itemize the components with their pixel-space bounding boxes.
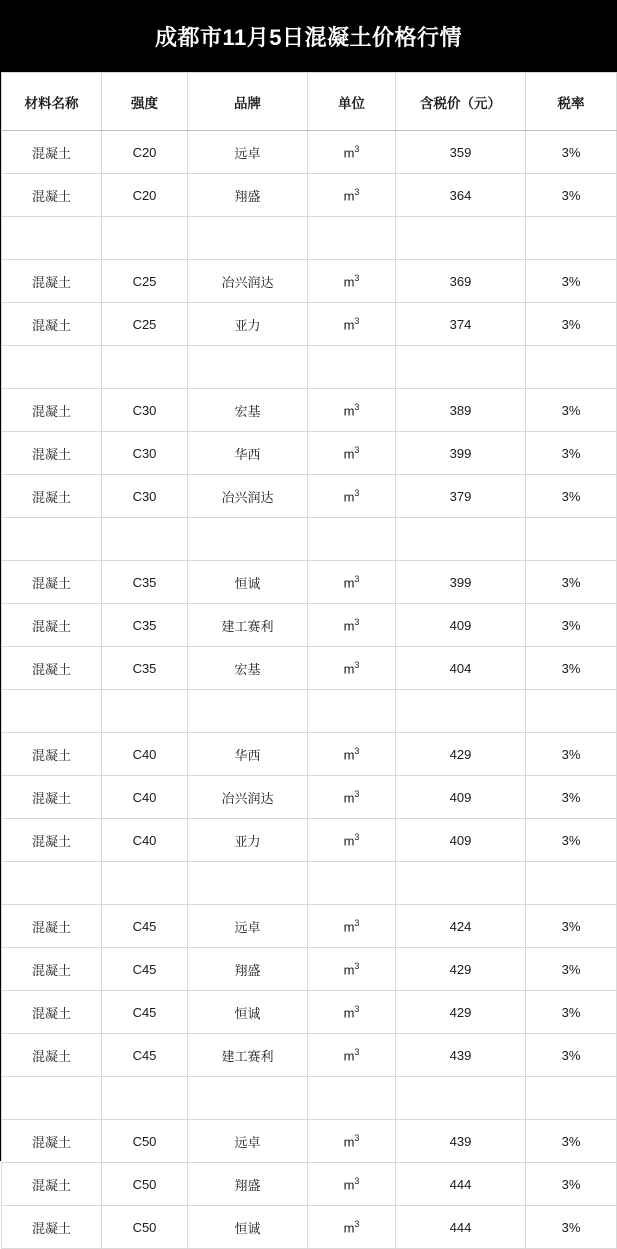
table-spacer-row — [2, 346, 617, 389]
cell-grade: C20 — [102, 174, 188, 217]
cell-grade: C45 — [102, 1034, 188, 1077]
unit-exponent: 3 — [354, 1132, 360, 1143]
cell-unit — [308, 1120, 396, 1163]
cell-unit — [308, 991, 396, 1034]
cell-tax-rate: 3% — [526, 1206, 617, 1249]
cell-unit — [308, 819, 396, 862]
unit-base: m — [343, 489, 355, 505]
cell-price: 409 — [396, 776, 526, 819]
spacer-cell — [526, 346, 617, 389]
column-header-material: 材料名称 — [2, 73, 102, 131]
spacer-cell — [308, 518, 396, 561]
spacer-cell — [526, 518, 617, 561]
table-spacer-row — [2, 518, 617, 561]
unit-exponent: 3 — [354, 831, 360, 842]
spacer-cell — [396, 217, 526, 260]
table-row — [2, 905, 617, 948]
unit-base: m — [343, 747, 355, 763]
spacer-cell — [526, 1077, 617, 1120]
cell-grade: C50 — [102, 1206, 188, 1249]
unit-exponent: 3 — [354, 272, 360, 283]
cell-grade: C40 — [102, 819, 188, 862]
unit-base: m — [343, 1220, 355, 1236]
table-row — [2, 303, 617, 346]
cell-tax-rate: 3% — [526, 604, 617, 647]
unit-exponent: 3 — [354, 960, 360, 971]
cell-grade: C35 — [102, 604, 188, 647]
table-row — [2, 174, 617, 217]
cell-price: 359 — [396, 131, 526, 174]
spacer-cell — [188, 862, 308, 905]
cell-tax-rate: 3% — [526, 432, 617, 475]
cell-tax-rate: 3% — [526, 303, 617, 346]
cell-brand: 翔盛 — [188, 948, 308, 991]
unit-base: m — [343, 1048, 355, 1064]
cell-unit — [308, 776, 396, 819]
unit-base: m — [343, 145, 355, 161]
spacer-cell — [2, 217, 102, 260]
spacer-cell — [526, 690, 617, 733]
unit-exponent: 3 — [354, 487, 360, 498]
table-body — [2, 131, 617, 1249]
table-spacer-row — [2, 690, 617, 733]
table-row — [2, 131, 617, 174]
unit-base: m — [343, 661, 355, 677]
unit-base: m — [343, 575, 355, 591]
spacer-cell — [102, 518, 188, 561]
spacer-cell — [102, 690, 188, 733]
spacer-cell — [396, 346, 526, 389]
spacer-cell — [308, 862, 396, 905]
table-row — [2, 260, 617, 303]
unit-exponent: 3 — [354, 745, 360, 756]
cell-price: 444 — [396, 1206, 526, 1249]
cell-tax-rate: 3% — [526, 819, 617, 862]
spacer-cell — [2, 518, 102, 561]
cell-tax-rate: 3% — [526, 1120, 617, 1163]
cell-grade: C30 — [102, 475, 188, 518]
unit-exponent: 3 — [354, 315, 360, 326]
cell-brand: 冶兴润达 — [188, 776, 308, 819]
cell-material-name: 混凝土 — [2, 991, 102, 1034]
page-title: 成都市11月5日混凝土价格行情 — [155, 24, 462, 50]
spacer-cell — [396, 518, 526, 561]
cell-price: 424 — [396, 905, 526, 948]
unit-exponent: 3 — [354, 788, 360, 799]
cell-material-name: 混凝土 — [2, 776, 102, 819]
cell-price: 439 — [396, 1120, 526, 1163]
unit-base: m — [343, 188, 355, 204]
cell-brand: 建工赛利 — [188, 604, 308, 647]
cell-grade: C50 — [102, 1120, 188, 1163]
unit-exponent: 3 — [354, 616, 360, 627]
cell-tax-rate: 3% — [526, 991, 617, 1034]
unit-base: m — [343, 833, 355, 849]
table-spacer-row — [2, 862, 617, 905]
table-row — [2, 647, 617, 690]
unit-base: m — [343, 790, 355, 806]
table-spacer-row — [2, 217, 617, 260]
column-header-unit: 单位 — [308, 73, 396, 131]
unit-base: m — [343, 618, 355, 634]
unit-exponent: 3 — [354, 401, 360, 412]
cell-tax-rate: 3% — [526, 733, 617, 776]
cell-unit — [308, 260, 396, 303]
cell-grade: C45 — [102, 991, 188, 1034]
cell-brand: 冶兴润达 — [188, 475, 308, 518]
unit-base: m — [343, 317, 355, 333]
table-row — [2, 1163, 617, 1206]
cell-unit — [308, 1206, 396, 1249]
cell-tax-rate: 3% — [526, 776, 617, 819]
unit-exponent: 3 — [354, 917, 360, 928]
cell-price: 374 — [396, 303, 526, 346]
table-row — [2, 733, 617, 776]
cell-tax-rate: 3% — [526, 1034, 617, 1077]
table-row — [2, 776, 617, 819]
cell-brand: 亚力 — [188, 303, 308, 346]
cell-tax-rate: 3% — [526, 905, 617, 948]
cell-tax-rate: 3% — [526, 647, 617, 690]
cell-price: 409 — [396, 604, 526, 647]
cell-brand: 亚力 — [188, 819, 308, 862]
cell-unit — [308, 733, 396, 776]
cell-price: 369 — [396, 260, 526, 303]
cell-unit — [308, 432, 396, 475]
table-row — [2, 389, 617, 432]
unit-exponent: 3 — [354, 1218, 360, 1229]
cell-brand: 华西 — [188, 432, 308, 475]
cell-tax-rate: 3% — [526, 561, 617, 604]
table-spacer-row — [2, 1077, 617, 1120]
table-header-row — [2, 73, 617, 131]
cell-material-name: 混凝土 — [2, 1163, 102, 1206]
spacer-cell — [2, 346, 102, 389]
unit-base: m — [343, 1134, 355, 1150]
cell-unit — [308, 561, 396, 604]
cell-grade: C20 — [102, 131, 188, 174]
column-header-price: 含税价（元） — [396, 73, 526, 131]
unit-exponent: 3 — [354, 1046, 360, 1057]
spacer-cell — [308, 217, 396, 260]
cell-brand: 宏基 — [188, 389, 308, 432]
column-header-grade: 强度 — [102, 73, 188, 131]
cell-material-name: 混凝土 — [2, 905, 102, 948]
cell-grade: C35 — [102, 561, 188, 604]
cell-brand: 恒诚 — [188, 1206, 308, 1249]
cell-material-name: 混凝土 — [2, 1034, 102, 1077]
cell-grade: C45 — [102, 948, 188, 991]
spacer-cell — [308, 690, 396, 733]
cell-price: 364 — [396, 174, 526, 217]
cell-brand: 翔盛 — [188, 1163, 308, 1206]
spacer-cell — [2, 862, 102, 905]
spacer-cell — [2, 690, 102, 733]
spacer-cell — [308, 346, 396, 389]
cell-material-name: 混凝土 — [2, 647, 102, 690]
cell-unit — [308, 604, 396, 647]
table-row — [2, 475, 617, 518]
cell-price: 444 — [396, 1163, 526, 1206]
cell-material-name: 混凝土 — [2, 604, 102, 647]
cell-material-name: 混凝土 — [2, 260, 102, 303]
cell-price: 379 — [396, 475, 526, 518]
table-row — [2, 1206, 617, 1249]
column-header-tax-rate: 税率 — [526, 73, 617, 131]
cell-tax-rate: 3% — [526, 131, 617, 174]
cell-material-name: 混凝土 — [2, 475, 102, 518]
spacer-cell — [396, 1077, 526, 1120]
unit-base: m — [343, 962, 355, 978]
cell-unit — [308, 1034, 396, 1077]
cell-brand: 华西 — [188, 733, 308, 776]
spacer-cell — [526, 862, 617, 905]
table-header — [2, 73, 617, 131]
unit-exponent: 3 — [354, 1003, 360, 1014]
unit-exponent: 3 — [354, 186, 360, 197]
cell-material-name: 混凝土 — [2, 1206, 102, 1249]
unit-exponent: 3 — [354, 444, 360, 455]
spacer-cell — [188, 518, 308, 561]
unit-exponent: 3 — [354, 659, 360, 670]
spacer-cell — [102, 1077, 188, 1120]
cell-unit — [308, 389, 396, 432]
spacer-cell — [188, 690, 308, 733]
cell-material-name: 混凝土 — [2, 819, 102, 862]
unit-exponent: 3 — [354, 573, 360, 584]
cell-price: 399 — [396, 561, 526, 604]
cell-brand: 远卓 — [188, 905, 308, 948]
spacer-cell — [102, 346, 188, 389]
cell-material-name: 混凝土 — [2, 389, 102, 432]
cell-material-name: 混凝土 — [2, 561, 102, 604]
cell-price: 429 — [396, 948, 526, 991]
table-row — [2, 948, 617, 991]
table-row — [2, 1034, 617, 1077]
cell-grade: C40 — [102, 733, 188, 776]
cell-grade: C50 — [102, 1163, 188, 1206]
unit-base: m — [343, 403, 355, 419]
cell-brand: 宏基 — [188, 647, 308, 690]
spacer-cell — [526, 217, 617, 260]
cell-tax-rate: 3% — [526, 260, 617, 303]
cell-tax-rate: 3% — [526, 475, 617, 518]
cell-material-name: 混凝土 — [2, 174, 102, 217]
table-row — [2, 819, 617, 862]
cell-brand: 恒诚 — [188, 991, 308, 1034]
spacer-cell — [102, 862, 188, 905]
cell-unit — [308, 174, 396, 217]
cell-unit — [308, 948, 396, 991]
cell-unit — [308, 475, 396, 518]
cell-price: 429 — [396, 991, 526, 1034]
unit-exponent: 3 — [354, 143, 360, 154]
cell-unit — [308, 303, 396, 346]
cell-tax-rate: 3% — [526, 1163, 617, 1206]
concrete-price-table — [1, 72, 617, 1249]
cell-material-name: 混凝土 — [2, 432, 102, 475]
cell-grade: C30 — [102, 389, 188, 432]
page-title-bar — [0, 0, 617, 72]
cell-price: 439 — [396, 1034, 526, 1077]
cell-unit — [308, 647, 396, 690]
cell-unit — [308, 131, 396, 174]
table-row — [2, 604, 617, 647]
table-row — [2, 432, 617, 475]
cell-material-name: 混凝土 — [2, 131, 102, 174]
cell-price: 429 — [396, 733, 526, 776]
unit-base: m — [343, 446, 355, 462]
table-row — [2, 1120, 617, 1163]
cell-unit — [308, 905, 396, 948]
spacer-cell — [188, 346, 308, 389]
cell-grade: C25 — [102, 260, 188, 303]
spacer-cell — [308, 1077, 396, 1120]
cell-brand: 远卓 — [188, 1120, 308, 1163]
cell-tax-rate: 3% — [526, 389, 617, 432]
unit-base: m — [343, 1005, 355, 1021]
cell-grade: C40 — [102, 776, 188, 819]
unit-exponent: 3 — [354, 1175, 360, 1186]
cell-grade: C30 — [102, 432, 188, 475]
cell-material-name: 混凝土 — [2, 733, 102, 776]
spacer-cell — [2, 1077, 102, 1120]
cell-brand: 恒诚 — [188, 561, 308, 604]
cell-tax-rate: 3% — [526, 174, 617, 217]
cell-material-name: 混凝土 — [2, 303, 102, 346]
cell-material-name: 混凝土 — [2, 1120, 102, 1163]
table-row — [2, 991, 617, 1034]
spacer-cell — [188, 217, 308, 260]
cell-brand: 冶兴润达 — [188, 260, 308, 303]
table-row — [2, 561, 617, 604]
unit-base: m — [343, 919, 355, 935]
spacer-cell — [188, 1077, 308, 1120]
cell-unit — [308, 1163, 396, 1206]
spacer-cell — [396, 690, 526, 733]
column-header-brand: 品牌 — [188, 73, 308, 131]
cell-grade: C45 — [102, 905, 188, 948]
cell-grade: C25 — [102, 303, 188, 346]
cell-brand: 远卓 — [188, 131, 308, 174]
cell-brand: 翔盛 — [188, 174, 308, 217]
cell-grade: C35 — [102, 647, 188, 690]
cell-tax-rate: 3% — [526, 948, 617, 991]
spacer-cell — [396, 862, 526, 905]
cell-price: 389 — [396, 389, 526, 432]
cell-material-name: 混凝土 — [2, 948, 102, 991]
unit-base: m — [343, 274, 355, 290]
unit-base: m — [343, 1177, 355, 1193]
cell-price: 409 — [396, 819, 526, 862]
cell-brand: 建工赛利 — [188, 1034, 308, 1077]
cell-price: 404 — [396, 647, 526, 690]
spacer-cell — [102, 217, 188, 260]
cell-price: 399 — [396, 432, 526, 475]
